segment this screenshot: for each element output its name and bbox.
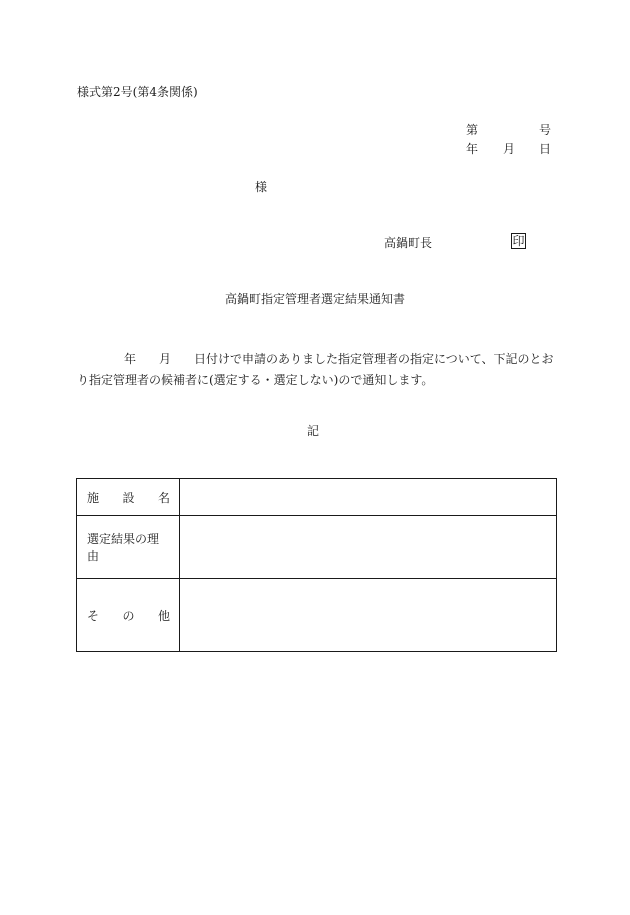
- other-label-char: の: [122, 608, 135, 623]
- document-number-suffix: 号: [539, 123, 552, 137]
- body-line-2: り指定管理者の候補者に(選定する・選定しない)ので通知します。: [77, 373, 434, 387]
- seal-mark: 印: [512, 234, 525, 248]
- facility-label-char: 名: [157, 490, 170, 505]
- facility-name-label: [77, 479, 180, 516]
- issuer-title: 高鍋町長: [384, 236, 433, 250]
- date-day-label: 日: [539, 142, 552, 156]
- ki-heading: 記: [307, 424, 320, 438]
- addressee-honorific: 様: [255, 180, 268, 194]
- date-month-label: 月: [503, 142, 516, 156]
- facility-name-value[interactable]: [180, 479, 557, 516]
- other-label-char: 他: [157, 608, 170, 623]
- selection-reason-label: 選定結果の理由: [77, 516, 180, 579]
- table-row-facility-name: [77, 479, 557, 516]
- details-table: [76, 478, 557, 652]
- other-label-char: そ: [87, 608, 100, 623]
- table-row-other: [77, 579, 557, 652]
- document-number-prefix: 第: [466, 123, 479, 137]
- date-year-label: 年: [466, 142, 479, 156]
- table-row-selection-reason: [77, 516, 557, 579]
- other-label: [77, 579, 180, 652]
- other-value[interactable]: [180, 579, 557, 652]
- selection-reason-value[interactable]: [180, 516, 557, 579]
- facility-label-char: 施: [87, 490, 100, 505]
- form-number-label: 様式第2号(第4条関係): [77, 85, 198, 99]
- facility-label-char: 設: [122, 490, 135, 505]
- document-title: 高鍋町指定管理者選定結果通知書: [224, 292, 405, 306]
- body-paragraph: [77, 349, 557, 391]
- body-line-1-text: 日付けで申請のありました指定管理者の指定について、下記のとお: [194, 352, 554, 366]
- body-month-unit: 月: [159, 352, 172, 366]
- body-year-unit: 年: [124, 352, 137, 366]
- body-line-1: [77, 349, 557, 370]
